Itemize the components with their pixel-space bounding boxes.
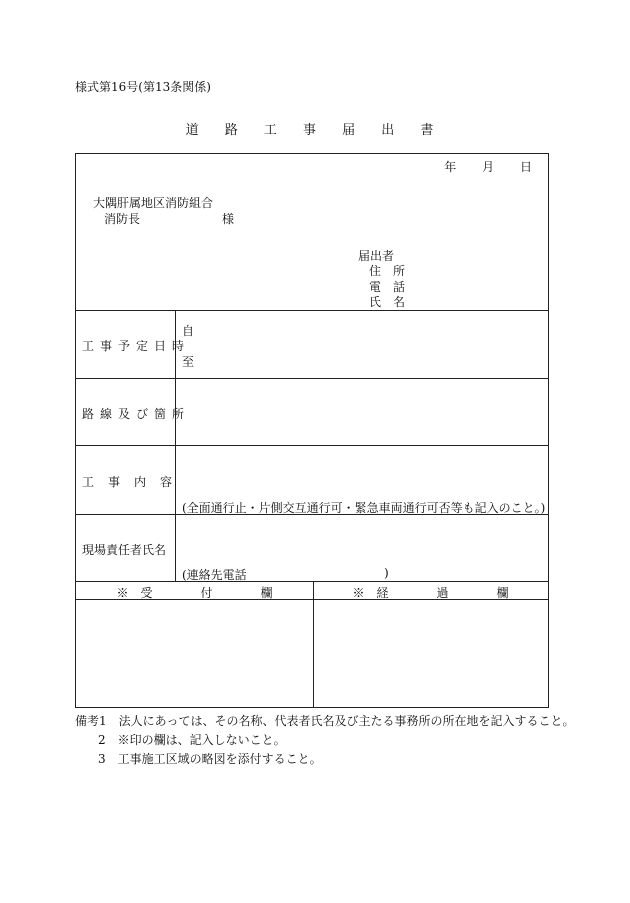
content-label: 工 事 内 容 <box>82 475 174 489</box>
contact-phone-close: ) <box>384 566 389 580</box>
applicant-phone-label: 電 話 <box>369 280 406 294</box>
route-label: 路線及び箇所 <box>82 407 191 421</box>
supervisor-label: 現場責任者氏名 <box>82 543 167 557</box>
schedule-input-area[interactable] <box>198 314 546 374</box>
honorific: 様 <box>222 212 235 226</box>
addressee-title: 消防長 <box>104 212 141 226</box>
content-note: (全面通行止・片側交互通行可・緊急車両通行可否等も記入のこと。) <box>182 501 546 515</box>
note-2: 2 ※印の欄は、記入しないこと。 <box>98 733 286 747</box>
note-1: 備考1 法人にあっては、その名称、代表者氏名及び主たる事務所の所在地を記入すること。 <box>75 714 575 728</box>
divider <box>76 310 548 311</box>
applicant-name-label: 氏 名 <box>369 295 406 309</box>
progress-column-header: ※ 経 過 欄 <box>352 586 509 600</box>
month-label: 月 <box>482 160 495 174</box>
date-fields[interactable] <box>422 158 532 175</box>
schedule-from-label: 自 <box>182 324 195 338</box>
route-input-area[interactable] <box>178 382 546 442</box>
supervisor-input-area[interactable] <box>178 518 546 562</box>
day-label: 日 <box>519 160 532 174</box>
schedule-to-label: 至 <box>182 355 195 369</box>
content-input-area[interactable] <box>178 449 546 495</box>
applicant-address-label: 住 所 <box>369 264 406 278</box>
contact-phone-open: (連絡先電話 <box>182 568 247 582</box>
addressee-organization: 大隅肝属地区消防組合 <box>93 196 214 210</box>
reception-column-header: ※ 受 付 欄 <box>116 586 273 600</box>
year-label: 年 <box>444 160 457 174</box>
progress-area <box>316 602 546 706</box>
reception-area <box>78 602 311 706</box>
form-number-label: 様式第16号(第13条関係) <box>75 80 211 94</box>
document-title: 道 路 工 事 届 出 書 <box>185 123 445 138</box>
schedule-label: 工事予定日時 <box>82 339 191 353</box>
note-3: 3 工事施工区域の略図を添付すること。 <box>98 752 322 766</box>
divider <box>76 445 548 446</box>
applicant-label: 届出者 <box>358 249 395 263</box>
divider <box>76 581 548 582</box>
divider <box>76 378 548 379</box>
form-table <box>75 153 549 708</box>
